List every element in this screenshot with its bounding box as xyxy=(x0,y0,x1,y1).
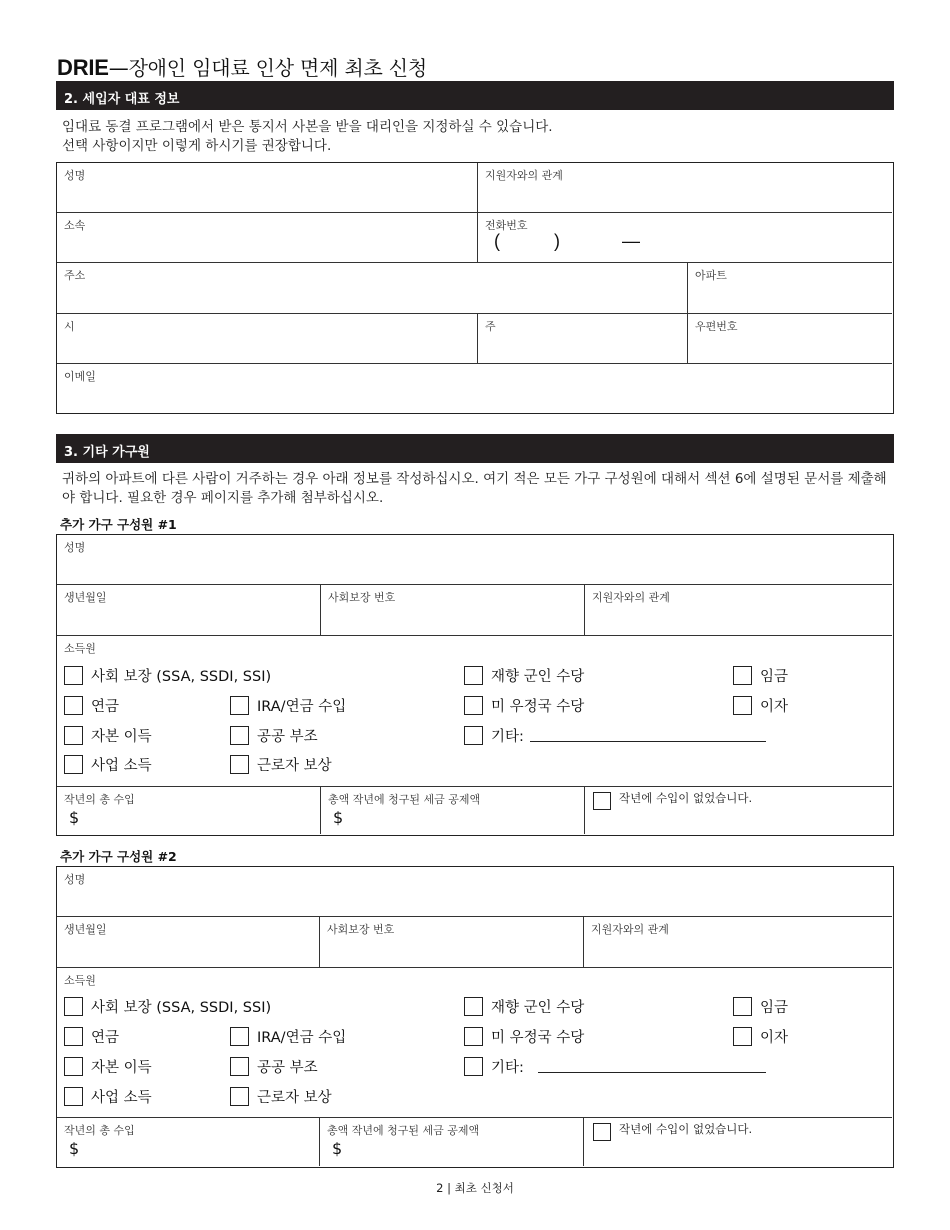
phone-close-paren: ) xyxy=(554,231,560,251)
member-2-cb-capital-gains[interactable]: 자본 이득 xyxy=(64,1056,152,1077)
member-2-other-input[interactable] xyxy=(538,1060,766,1073)
member-1-relationship-label: 지원자와의 관계 xyxy=(592,591,670,604)
member-2-total-income-label: 작년의 총 수입 xyxy=(64,1124,135,1137)
member-2-total-income-field[interactable] xyxy=(57,1118,320,1166)
member-1-cb-post-office[interactable]: 미 우정국 수당 xyxy=(464,695,584,716)
member-1-cb-pension[interactable]: 연금 xyxy=(64,695,119,716)
member-2-tax-deductions-label: 총액 작년에 청구된 세금 공제액 xyxy=(327,1124,480,1137)
checkbox[interactable] xyxy=(593,1123,611,1141)
member-2-cb-pension[interactable]: 연금 xyxy=(64,1026,119,1047)
rep-name-label: 성명 xyxy=(64,169,86,182)
member-1-total-income-dollar: $ xyxy=(69,808,80,827)
member-2-cb-interest[interactable]: 이자 xyxy=(733,1026,788,1047)
checkbox[interactable] xyxy=(64,696,83,715)
checkbox[interactable] xyxy=(64,1027,83,1046)
member-1-cb-business[interactable]: 사업 소득 xyxy=(64,754,152,775)
member-2-cb-ira[interactable]: IRA/연금 수입 xyxy=(230,1026,346,1047)
member-1-name-label: 성명 xyxy=(64,541,86,554)
rep-apartment-label: 아파트 xyxy=(695,269,727,282)
rep-address-field[interactable] xyxy=(57,263,688,314)
member-1-relationship-field[interactable] xyxy=(585,585,892,636)
member-1-ssn-label: 사회보장 번호 xyxy=(328,591,396,604)
rep-zip-label: 우편번호 xyxy=(695,320,738,333)
checkbox[interactable] xyxy=(64,726,83,745)
checkbox[interactable] xyxy=(230,1027,249,1046)
member-1-ssn-field[interactable] xyxy=(321,585,585,636)
checkbox[interactable] xyxy=(230,696,249,715)
member-1-heading: 추가 가구 구성원 #1 xyxy=(60,517,177,532)
form-title: —장애인 임대료 인상 면제 최초 신청 xyxy=(108,56,428,80)
rep-address-label: 주소 xyxy=(64,269,86,282)
member-1-cb-social-security[interactable]: 사회 보장 (SSA, SSDI, SSI) xyxy=(64,665,271,686)
checkbox[interactable] xyxy=(230,726,249,745)
member-1-cb-capital-gains[interactable]: 자본 이득 xyxy=(64,725,152,746)
member-2-cb-social-security[interactable]: 사회 보장 (SSA, SSDI, SSI) xyxy=(64,996,271,1017)
checkbox[interactable] xyxy=(593,792,611,810)
checkbox[interactable] xyxy=(464,1057,483,1076)
rep-zip-field[interactable] xyxy=(688,314,892,364)
member-1-table xyxy=(56,534,894,836)
representative-info-table xyxy=(56,162,894,414)
member-1-tax-deductions-field[interactable] xyxy=(321,787,585,834)
member-1-dob-field[interactable] xyxy=(57,585,321,636)
member-1-cb-interest[interactable]: 이자 xyxy=(733,695,788,716)
member-2-income-sources xyxy=(57,968,892,1118)
section-2-intro xyxy=(62,118,892,156)
member-1-name-field[interactable] xyxy=(57,535,892,585)
checkbox[interactable] xyxy=(64,1057,83,1076)
checkbox[interactable] xyxy=(64,1087,83,1106)
brand-name: DRIE xyxy=(57,55,109,80)
member-2-no-income-checkbox[interactable]: 작년에 수입이 없었습니다. xyxy=(593,1121,752,1141)
rep-phone-field[interactable] xyxy=(478,213,892,263)
section-2-intro-line-2: 선택 사항이지만 이렇게 하시기를 권장합니다. xyxy=(62,138,332,154)
rep-apartment-field[interactable] xyxy=(688,263,892,314)
checkbox[interactable] xyxy=(230,1087,249,1106)
member-2-cb-wages[interactable]: 임금 xyxy=(733,996,788,1017)
rep-relationship-field[interactable] xyxy=(478,163,892,213)
checkbox[interactable] xyxy=(64,666,83,685)
rep-phone-label: 전화번호 xyxy=(485,219,528,232)
checkbox[interactable] xyxy=(230,755,249,774)
rep-state-label: 주 xyxy=(485,320,496,333)
member-2-income-sources-label: 소득원 xyxy=(64,974,96,987)
checkbox[interactable] xyxy=(464,696,483,715)
member-2-ssn-field[interactable] xyxy=(320,917,584,968)
checkbox[interactable] xyxy=(64,997,83,1016)
rep-city-field[interactable] xyxy=(57,314,478,364)
phone-dash: — xyxy=(622,231,640,251)
member-2-relationship-field[interactable] xyxy=(584,917,892,968)
member-2-cb-post-office[interactable]: 미 우정국 수당 xyxy=(464,1026,584,1047)
member-2-tax-deductions-field[interactable] xyxy=(320,1118,584,1166)
member-2-tax-deductions-dollar: $ xyxy=(332,1139,343,1158)
member-2-total-income-dollar: $ xyxy=(69,1139,80,1158)
member-2-cb-public-assistance[interactable]: 공공 부조 xyxy=(230,1056,318,1077)
member-1-income-sources xyxy=(57,636,892,787)
rep-affiliation-field[interactable] xyxy=(57,213,478,263)
member-2-table xyxy=(56,866,894,1168)
rep-city-label: 시 xyxy=(64,320,75,333)
checkbox[interactable] xyxy=(464,997,483,1016)
checkbox[interactable] xyxy=(64,755,83,774)
member-1-tax-deductions-dollar: $ xyxy=(333,808,344,827)
member-1-cb-other[interactable]: 기타: xyxy=(464,725,766,746)
checkbox[interactable] xyxy=(733,1027,752,1046)
rep-name-field[interactable] xyxy=(57,163,478,213)
member-2-cb-business[interactable]: 사업 소득 xyxy=(64,1086,152,1107)
member-1-cb-ira[interactable]: IRA/연금 수입 xyxy=(230,695,346,716)
member-1-no-income-checkbox[interactable]: 작년에 수입이 없었습니다. xyxy=(593,790,752,810)
section-2-header: 2. 세입자 대표 정보 xyxy=(56,81,894,110)
member-1-total-income-label: 작년의 총 수입 xyxy=(64,793,135,806)
member-1-cb-veterans[interactable]: 재향 군인 수당 xyxy=(464,665,584,686)
member-1-total-income-field[interactable] xyxy=(57,787,321,834)
section-3-intro: 귀하의 아파트에 다른 사람이 거주하는 경우 아래 정보를 작성하십시오. 여기 적은 모든 가구 구성원에 대해서 섹션 6에 설명된 문서를 제출해야 합니다. 필요한 경우 페이지를 추가해 첨부하십시오. xyxy=(62,471,887,506)
page-title xyxy=(57,52,427,81)
member-1-income-sources-label: 소득원 xyxy=(64,642,96,655)
section-2-intro-line-1: 임대료 동결 프로그램에서 받은 통지서 사본을 받을 대리인을 지정하실 수 있습니다. xyxy=(62,119,553,135)
member-1-tax-deductions-label: 총액 작년에 청구된 세금 공제액 xyxy=(328,793,481,806)
member-2-relationship-label: 지원자와의 관계 xyxy=(591,923,669,936)
member-2-ssn-label: 사회보장 번호 xyxy=(327,923,395,936)
checkbox[interactable] xyxy=(733,696,752,715)
member-2-dob-field[interactable] xyxy=(57,917,320,968)
member-1-cb-workers-comp[interactable]: 근로자 보상 xyxy=(230,754,332,775)
checkbox[interactable] xyxy=(464,1027,483,1046)
rep-email-label: 이메일 xyxy=(64,370,96,383)
checkbox[interactable] xyxy=(464,666,483,685)
member-2-heading: 추가 가구 구성원 #2 xyxy=(60,849,177,864)
member-1-cb-public-assistance[interactable]: 공공 부조 xyxy=(230,725,318,746)
member-2-dob-label: 생년월일 xyxy=(64,923,107,936)
rep-affiliation-label: 소속 xyxy=(64,219,86,232)
section-3-header: 3. 기타 가구원 xyxy=(56,434,894,463)
member-2-cb-veterans[interactable]: 재향 군인 수당 xyxy=(464,996,584,1017)
checkbox[interactable] xyxy=(464,726,483,745)
member-2-cb-other[interactable]: 기타: xyxy=(464,1056,766,1077)
checkbox[interactable] xyxy=(230,1057,249,1076)
checkbox[interactable] xyxy=(733,997,752,1016)
member-2-name-field[interactable] xyxy=(57,867,892,917)
phone-open-paren: ( xyxy=(494,231,500,251)
member-1-cb-wages[interactable]: 임금 xyxy=(733,665,788,686)
rep-email-field[interactable] xyxy=(57,364,892,412)
member-2-cb-workers-comp[interactable]: 근로자 보상 xyxy=(230,1086,332,1107)
member-1-other-input[interactable] xyxy=(530,729,766,742)
checkbox[interactable] xyxy=(733,666,752,685)
rep-relationship-label: 지원자와의 관계 xyxy=(485,169,563,182)
page-footer: 2 | 최초 신청서 xyxy=(436,1181,514,1195)
member-2-name-label: 성명 xyxy=(64,873,86,886)
rep-state-field[interactable] xyxy=(478,314,688,364)
member-1-dob-label: 생년월일 xyxy=(64,591,107,604)
